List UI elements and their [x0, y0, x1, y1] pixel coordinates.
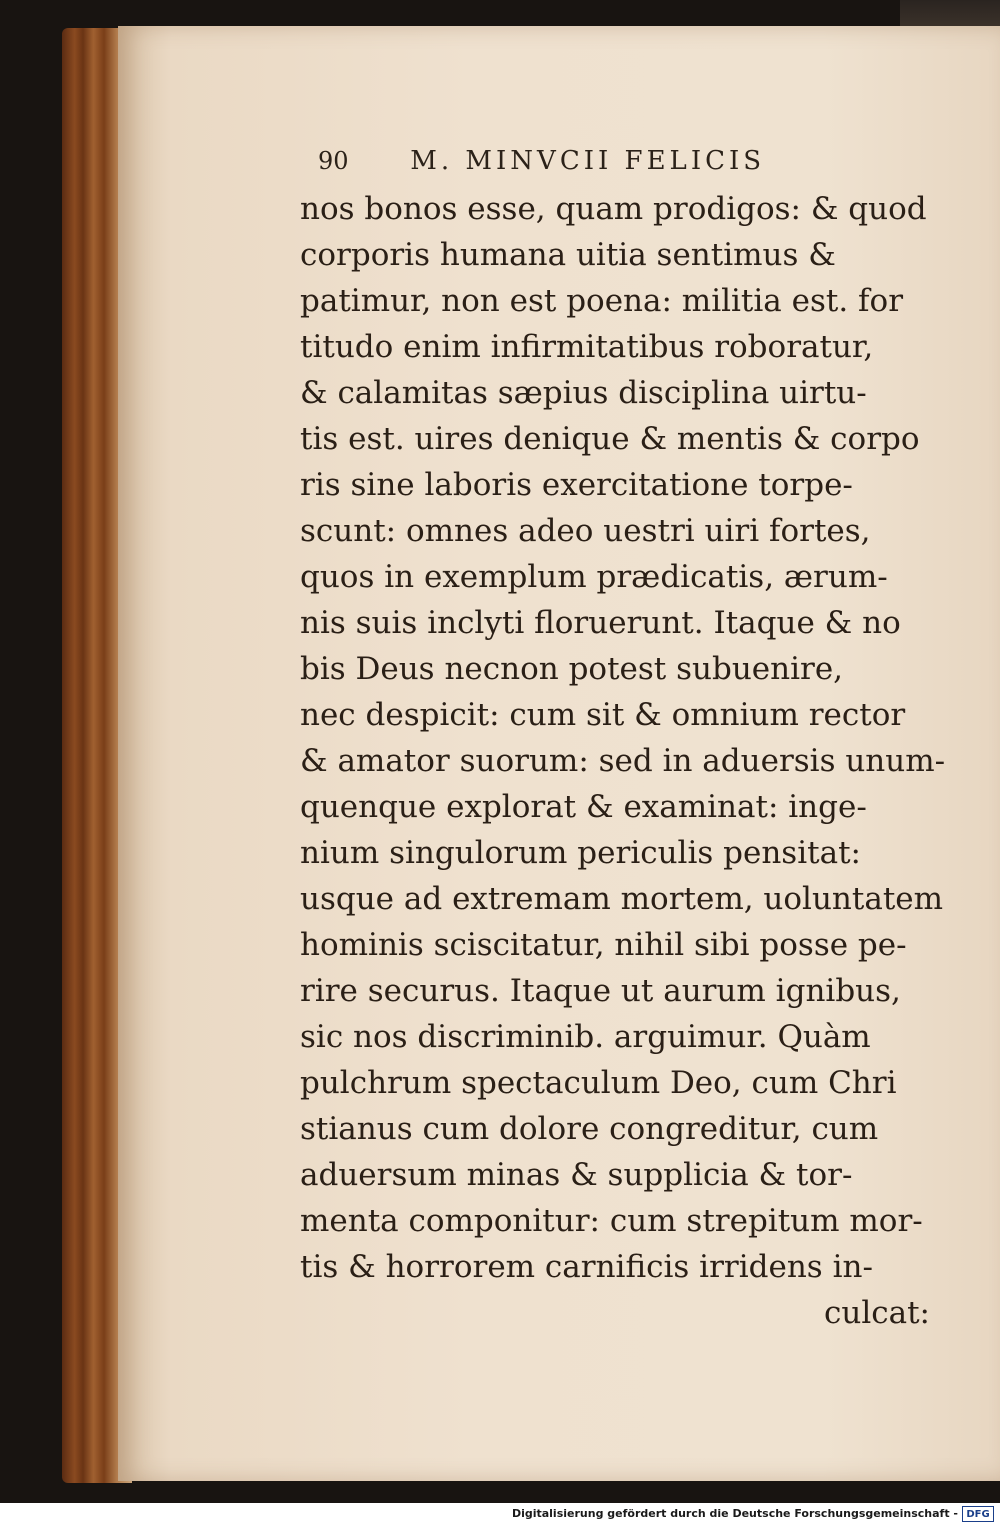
page-number: 90: [318, 147, 349, 175]
text-line: & amator suorum: sed in aduersis unum-: [300, 743, 946, 779]
running-head: [318, 146, 878, 186]
funding-credit: Digitalisierung gefördert durch die Deutsche Forschungsgemeinschaft -: [511, 1507, 958, 1520]
running-title: M. MINVCII FELICIS: [410, 146, 766, 176]
text-line: menta componitur: cum strepitum mor-: [300, 1203, 923, 1239]
text-line: aduersum minas & supplicia & tor-: [300, 1157, 853, 1193]
text-line: hominis sciscitatur, nihil sibi posse pe-: [300, 927, 907, 963]
text-line: usque ad extremam mortem, uoluntatem: [300, 881, 944, 917]
text-line: patimur, non est poena: militia est. for: [300, 283, 904, 319]
text-line: sic nos discriminib. arguimur. Quàm: [300, 1019, 871, 1055]
text-line: pulchrum spectaculum Deo, cum Chri: [300, 1065, 897, 1101]
text-line: scunt: omnes adeo uestri uiri fortes,: [300, 513, 871, 549]
text-line: bis Deus necnon potest subuenire,: [300, 651, 844, 687]
catchword: culcat:: [824, 1295, 930, 1331]
text-line: ris sine laboris exercitatione torpe-: [300, 467, 853, 503]
text-line: rire securus. Itaque ut aurum ignibus,: [300, 973, 901, 1009]
text-line: & calamitas sæpius disciplina uirtu-: [300, 375, 867, 411]
text-line: nis suis inclyti floruerunt. Itaque & no: [300, 605, 901, 641]
digitization-footer: [0, 1503, 1000, 1526]
text-line: nos bonos esse, quam prodigos: & quod: [300, 191, 927, 227]
body-text: [300, 186, 950, 1336]
text-line: nec despicit: cum sit & omnium rector: [300, 697, 906, 733]
text-line: stianus cum dolore congreditur, cum: [300, 1111, 879, 1147]
text-line: tis & horrorem carnificis irridens in-: [300, 1249, 873, 1285]
text-line: corporis humana uitia sentimus &: [300, 237, 836, 273]
text-line: quenque explorat & examinat: inge-: [300, 789, 867, 825]
scan-bottom-margin: [0, 1483, 1000, 1503]
text-line: quos in exemplum prædicatis, ærum-: [300, 559, 888, 595]
text-line: tis est. uires denique & mentis & corpo: [300, 421, 920, 457]
dfg-logo[interactable]: DFG: [962, 1506, 994, 1522]
text-line: titudo enim infirmitatibus roboratur,: [300, 329, 874, 365]
text-line: nium singulorum periculis pensitat:: [300, 835, 861, 871]
